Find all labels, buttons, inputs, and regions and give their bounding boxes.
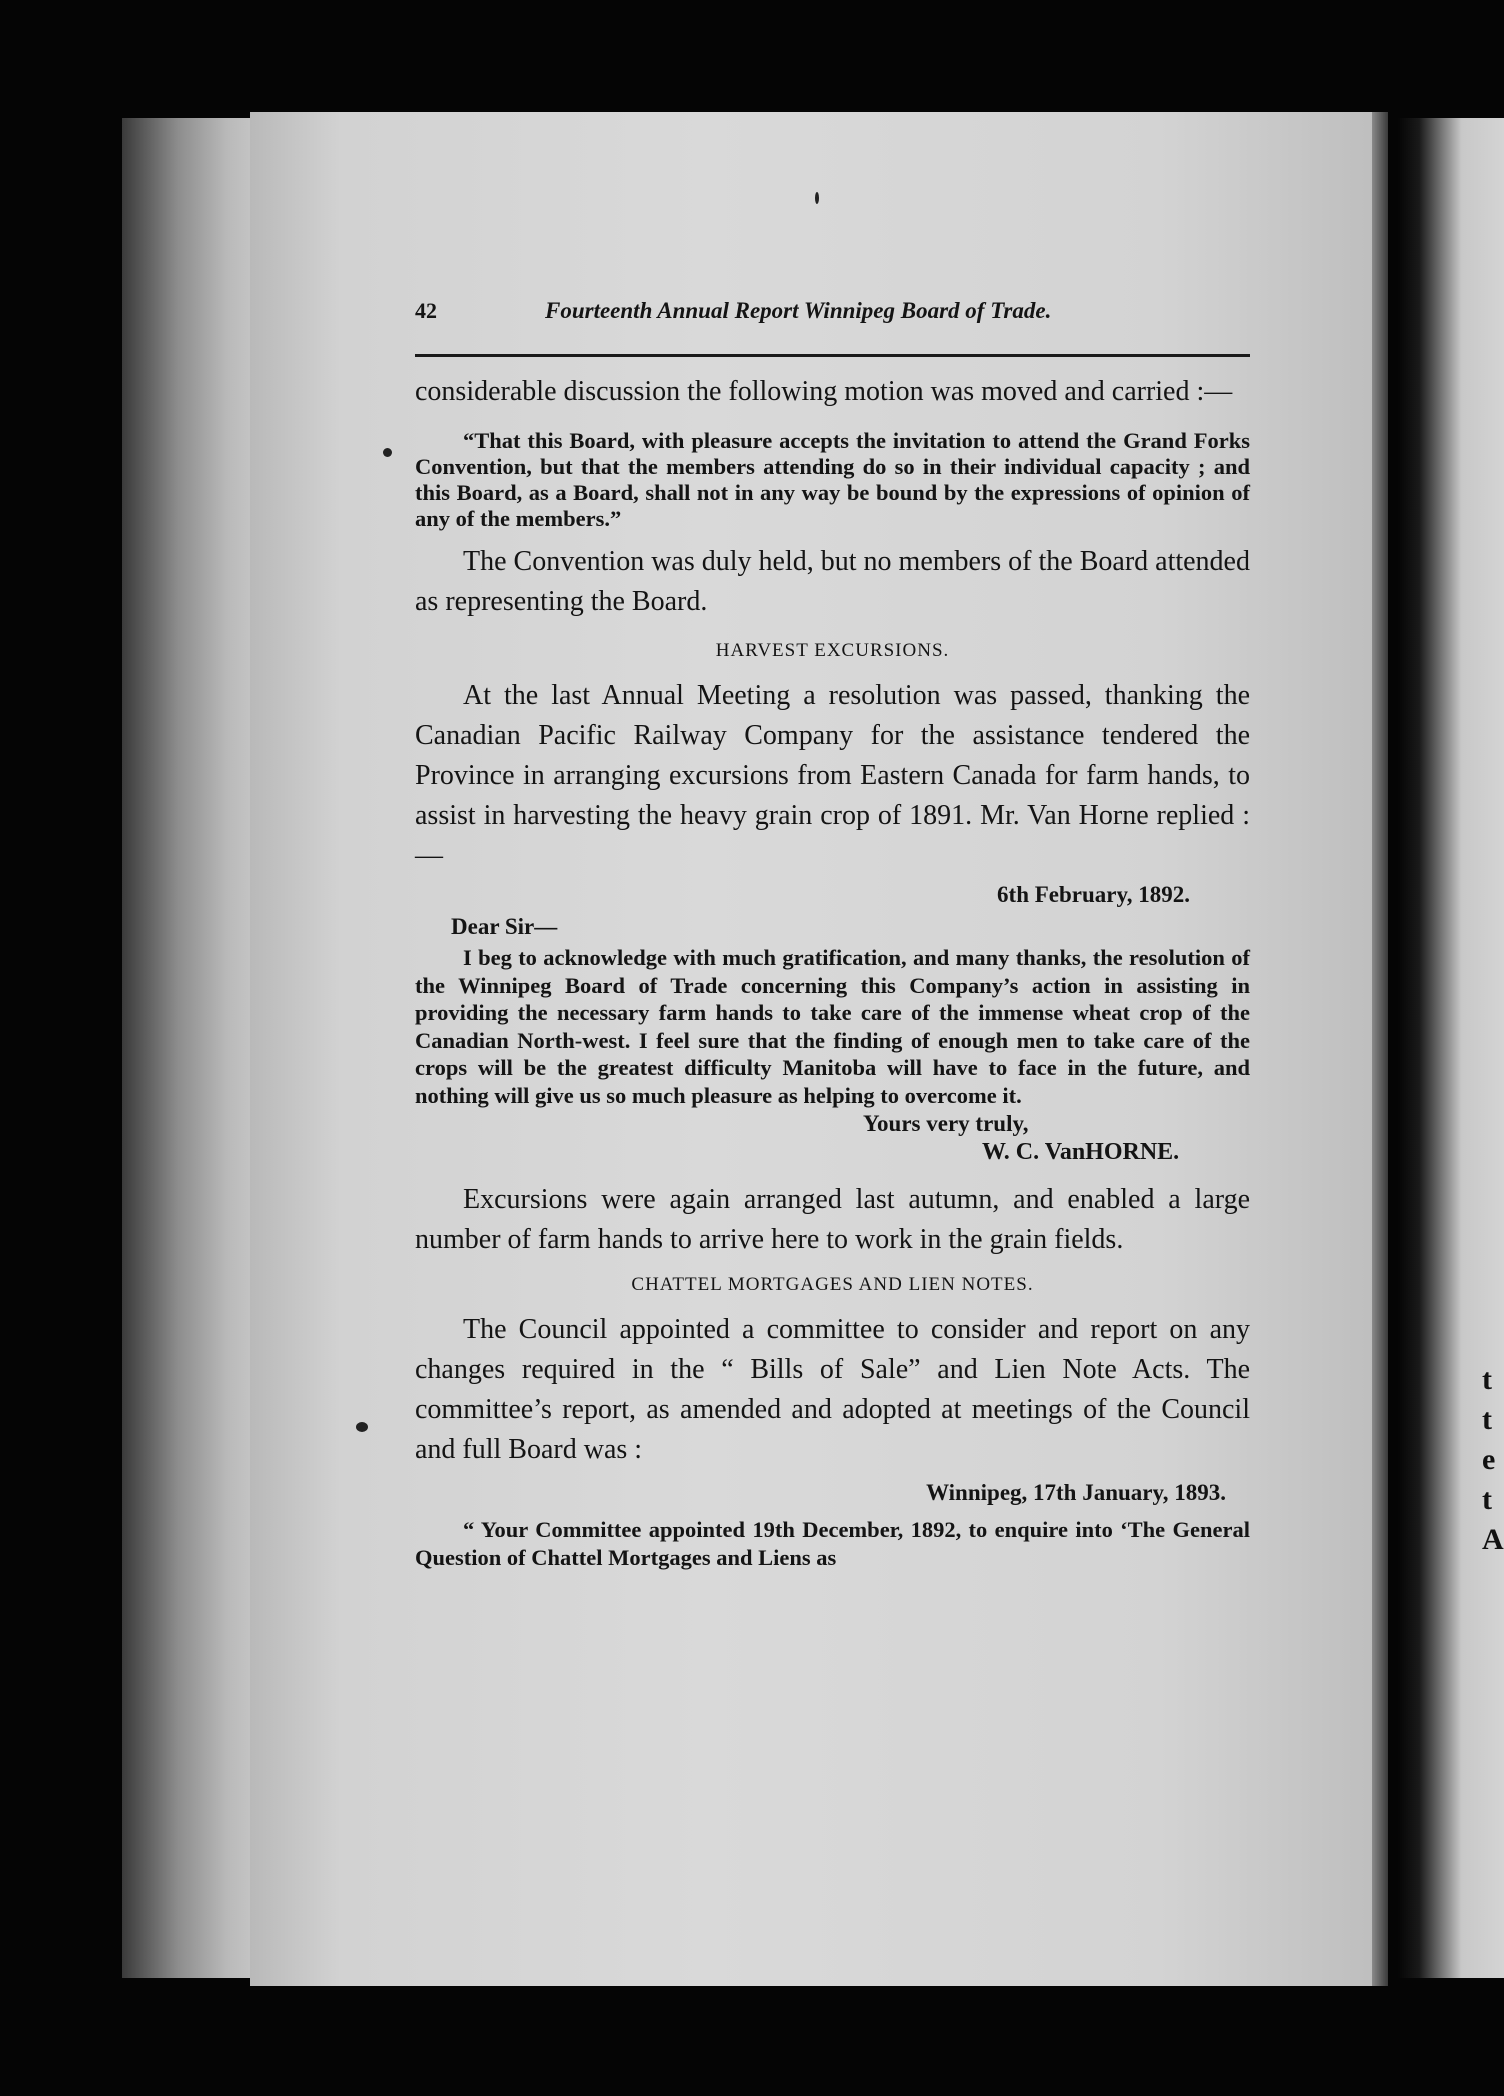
adjacent-page-strip [1398,118,1504,1978]
letter-date: 6th February, 1892. [997,882,1190,907]
ink-speck [815,192,819,204]
running-title: Fourteenth Annual Report Winnipeg Board of Trade. [545,298,1052,323]
resolution-quote: “That this Board, with pleasure accepts the invitation to attend the Grand Forks Convention, but that the members attending do so in their individual capacity ; and this Board, as a Board, shall not in any way be bound by the expressions of opinion of any of the members.” [415,428,1250,531]
letter-closing: Yours very truly, [863,1111,1029,1136]
letter-body: I beg to acknowledge with much gratification, and many thanks, the resolution of the Winnipeg Board of Trade concerning this Company’s action in assisting in providing the necessary farm hands to take care of the immense wheat crop of the Canadian North-west. I feel sure that the finding of enough men to take care of the crops will be the greatest difficulty Manitoba will have to face in the future, and nothing will give us so much pleasure as helping to overcome it. [415,945,1250,1108]
page-edge-shadow [1372,112,1388,1986]
fragment-letter: t [1482,1363,1492,1396]
fragment-letter: A [1482,1523,1504,1556]
ink-speck [383,448,392,457]
fragment-letter: e [1482,1443,1496,1476]
section-heading-chattel: CHATTEL MORTGAGES AND LIEN NOTES. [631,1274,1034,1295]
paragraph-excursions: Excursions were again arranged last autumn, and enabled a large number of farm hands to arrive here to work in the grain fields. [415,1184,1250,1255]
page-content [415,290,1250,1572]
book-gutter [122,118,262,1978]
report-date: Winnipeg, 17th January, 1893. [926,1480,1226,1505]
paragraph-continuation: considerable discussion the following motion was moved and carried :— [415,376,1233,407]
letter-salutation: Dear Sir— [451,914,558,939]
header-rule [415,354,1250,357]
committee-report-quote: “ Your Committee appointed 19th December, 1892, to enquire into ‘The General Question of Chattel Mortgages and Liens as [415,1517,1250,1570]
paragraph-harvest: At the last Annual Meeting a resolution was passed, thanking the Canadian Pacific Railway Company for the assistance tendered the Province in arranging excursions from Eastern Canada for farm hands, to assist in harvesting the heavy grain crop of 1891. Mr. Van Horne replied :— [415,680,1250,871]
paragraph-council: The Council appointed a committee to consider and report on any changes required in the “ Bills of Sale” and Lien Note Acts. The committee’s report, as amended and adopted at meetings of the Council and full Board was : [415,1314,1250,1465]
running-head [415,290,1250,332]
ink-speck [356,1422,368,1432]
fragment-letter: t [1482,1403,1492,1436]
fragment-letter: t [1482,1483,1492,1516]
letter-signature: W. C. VanHORNE. [982,1139,1180,1165]
adjacent-page-fragment [1482,1360,1504,1560]
section-heading-harvest: HARVEST EXCURSIONS. [715,640,950,661]
paragraph-convention: The Convention was duly held, but no members of the Board attended as representing the Board. [415,546,1250,617]
page-number: 42 [415,298,437,323]
